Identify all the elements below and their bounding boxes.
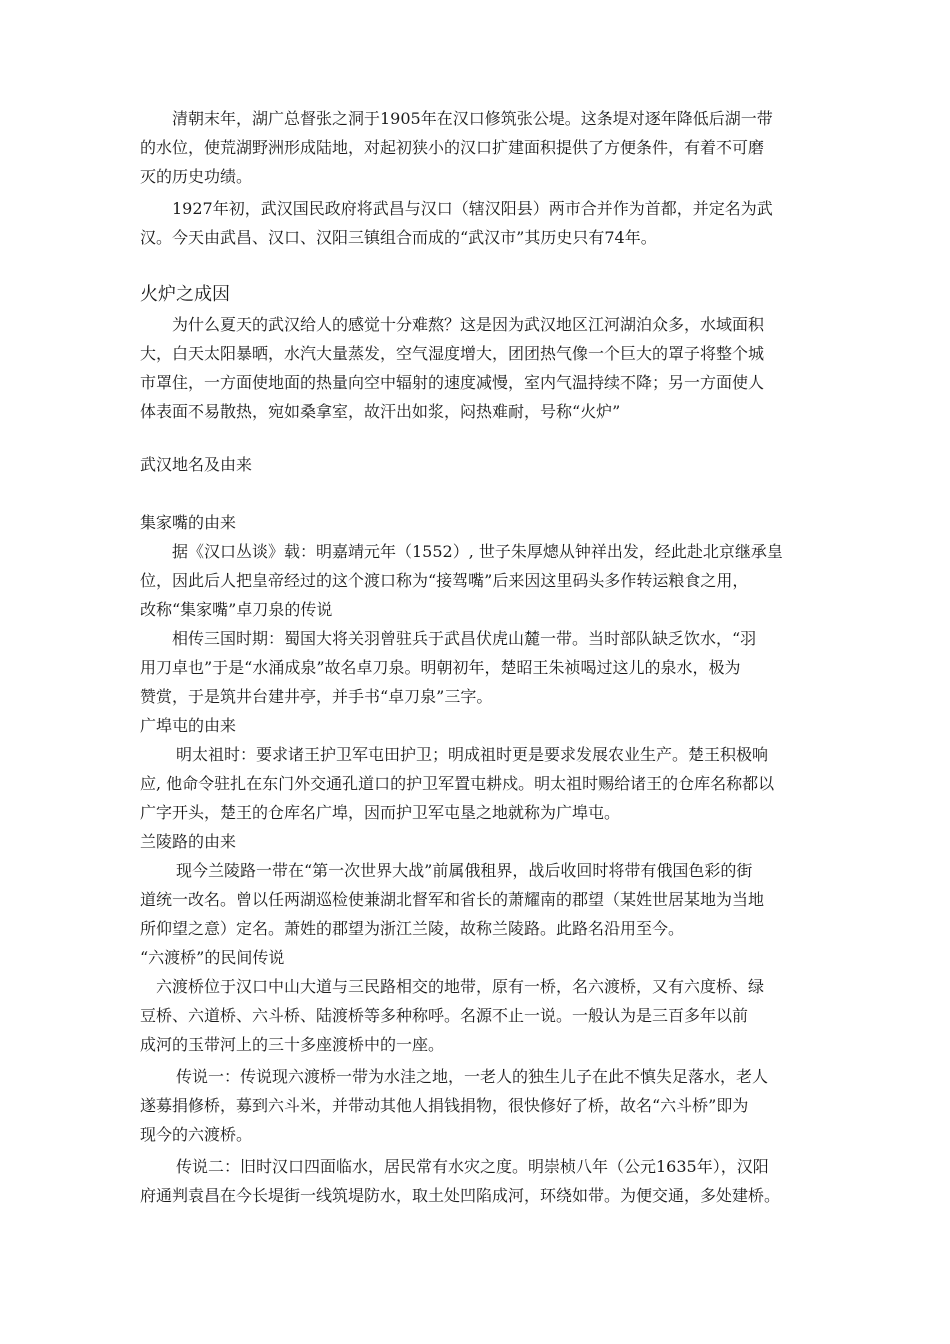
text-line: 豆桥、六道桥、六斗桥、陆渡桥等多种称呼。名源不止一说。一般认为是三百多年以前 bbox=[140, 1006, 749, 1025]
paragraph-wuhan-1927 bbox=[140, 194, 830, 252]
heading-place-names: 武汉地名及由来 bbox=[140, 455, 253, 474]
text-line: 成河的玉带河上的三十多座渡桥中的一座。 bbox=[140, 1035, 445, 1054]
text-line: 相传三国时期：蜀国大将关羽曾驻兵于武昌伏虎山麓一带。当时部队缺乏饮水，“羽 bbox=[172, 629, 757, 648]
text-line: 体表面不易散热，宛如桑拿室，故汗出如浆，闷热难耐，号称“火炉” bbox=[140, 402, 621, 421]
heading-jijiazui: 集家嘴的由来 bbox=[140, 513, 237, 532]
text-line: 灭的历史功绩。 bbox=[140, 167, 253, 186]
text-line: 为什么夏天的武汉给人的感觉十分难熬？这是因为武汉地区江河湖泊众多，水域面积 bbox=[172, 315, 765, 334]
text-line: 应, 他命令驻扎在东门外交通孔道口的护卫军置屯耕戍。明太祖时赐给诸王的仓库名称都以 bbox=[140, 774, 775, 793]
blank-line bbox=[140, 426, 830, 450]
text-line: 市罩住，一方面使地面的热量向空中辐射的速度减慢，室内气温持续不降；另一方面使人 bbox=[140, 373, 765, 392]
blank-line bbox=[140, 479, 830, 503]
text-line: 清朝末年，湖广总督张之洞于1905年在汉口修筑张公堤。这条堤对逐年降低后湖一带 bbox=[172, 109, 773, 128]
text-line: 六渡桥位于汉口中山大道与三民路相交的地带，原有一桥，名六渡桥，又有六度桥、绿 bbox=[156, 977, 765, 996]
text-line: 明太祖时：要求诸王护卫军屯田护卫；明成祖时更是要求发展农业生产。楚王积极响 bbox=[176, 745, 769, 764]
paragraph-legend-two bbox=[140, 1152, 830, 1210]
text-line: 的水位，使荒湖野洲形成陆地，对起初狭小的汉口扩建面积提供了方便条件，有着不可磨 bbox=[140, 138, 765, 157]
text-line: 大，白天太阳暴晒，水汽大量蒸发，空气湿度增大，团团热气像一个巨大的罩子将整个城 bbox=[140, 344, 765, 363]
paragraph-zhuodaoquan bbox=[140, 624, 830, 711]
paragraph-furnace bbox=[140, 310, 830, 426]
text-line: 广字开头，楚王的仓库名广埠，因而护卫军屯垦之地就称为广埠屯。 bbox=[140, 803, 621, 822]
heading-liudu-bridge: “六渡桥”的民间传说 bbox=[140, 948, 285, 967]
heading-furnace-cause: 火炉之成因 bbox=[140, 284, 230, 305]
paragraph-liudu-bridge bbox=[140, 972, 830, 1059]
paragraph-lanling-road bbox=[140, 856, 830, 943]
text-line: 现今的六渡桥。 bbox=[140, 1125, 253, 1144]
text-line: 传说一：传说现六渡桥一带为水洼之地，一老人的独生儿子在此不慎失足落水，老人 bbox=[176, 1067, 769, 1086]
text-line: 遂募捐修桥，募到六斗米，并带动其他人捐钱捐物，很快修好了桥，故名“六斗桥”即为 bbox=[140, 1096, 749, 1115]
text-line: 位，因此后人把皇帝经过的这个渡口称为“接驾嘴”后来因这里码头多作转运粮食之用， bbox=[140, 571, 749, 590]
paragraph-zhang-gong-di bbox=[140, 104, 830, 191]
paragraph-jijiazui bbox=[140, 537, 830, 624]
text-line: 赞赏，于是筑井台建井亭，并手书“卓刀泉”三字。 bbox=[140, 687, 493, 706]
text-line: 府通判袁昌在今长堤街一线筑堤防水，取土处凹陷成河，环绕如带。为便交通，多处建桥。 bbox=[140, 1186, 781, 1205]
text-line: 据《汉口丛谈》载：明嘉靖元年（1552）, 世子朱厚熜从钟祥出发，经此赴北京继承皇 bbox=[172, 542, 783, 561]
heading-lanling-road: 兰陵路的由来 bbox=[140, 832, 237, 851]
paragraph-legend-one bbox=[140, 1062, 830, 1149]
document-page bbox=[140, 104, 830, 1210]
text-line: 改称“集家嘴”卓刀泉的传说 bbox=[140, 600, 333, 619]
text-line: 1927年初，武汉国民政府将武昌与汉口（辖汉阳县）两市合并作为首都，并定名为武 bbox=[172, 199, 773, 218]
text-line: 传说二：旧时汉口四面临水，居民常有水灾之度。明崇桢八年（公元1635年），汉阳 bbox=[176, 1157, 769, 1176]
text-line: 道统一改名。曾以任两湖巡检使兼湖北督军和省长的萧耀南的郡望（某姓世居某地为当地 bbox=[140, 890, 765, 909]
heading-guangbutun: 广埠屯的由来 bbox=[140, 716, 237, 735]
text-line: 现今兰陵路一带在“第一次世界大战”前属俄租界，战后收回时将带有俄国色彩的街 bbox=[176, 861, 753, 880]
text-line: 所仰望之意）定名。萧姓的郡望为浙江兰陵，故称兰陵路。此路名沿用至今。 bbox=[140, 919, 685, 938]
paragraph-guangbutun bbox=[140, 740, 830, 827]
text-line: 用刀卓也”于是“水涌成泉”故名卓刀泉。明朝初年，楚昭王朱祯喝过这儿的泉水，极为 bbox=[140, 658, 741, 677]
text-line: 汉。今天由武昌、汉口、汉阳三镇组合而成的“武汉市”其历史只有74年。 bbox=[140, 228, 657, 247]
